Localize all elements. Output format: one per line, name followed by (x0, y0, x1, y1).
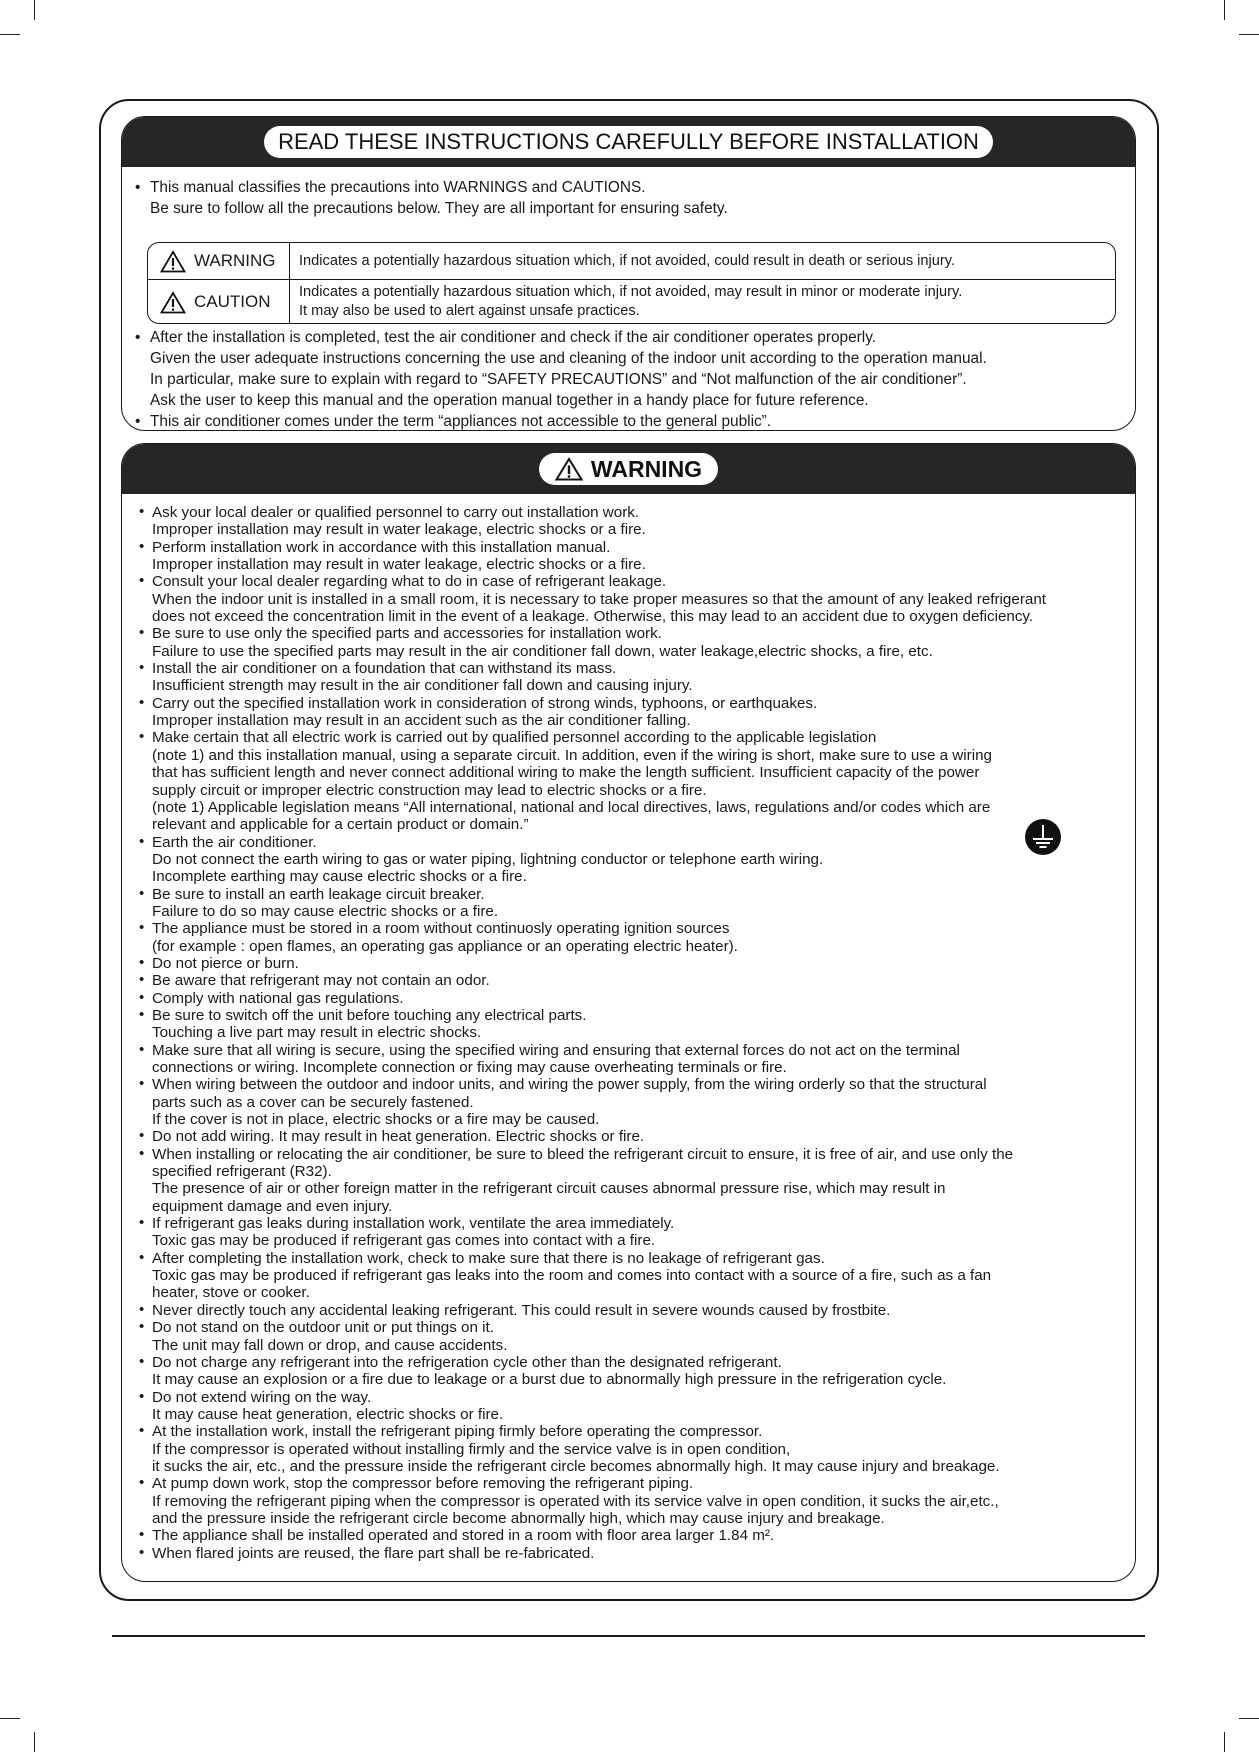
bullet-icon: • (139, 728, 145, 746)
warning-line-text: At the installation work, install the refrigerant piping firmly before operating the compressor. (152, 1423, 763, 1441)
warning-line-text: (note 1) Applicable legislation means “All international, national and local directives, laws, regulations and/or codes which are (152, 798, 991, 816)
warning-line (138, 1163, 1131, 1180)
crop-mark (1239, 1718, 1259, 1719)
warning-line (138, 521, 1131, 538)
warning-line (138, 504, 1131, 521)
warning-line-text: Be sure to install an earth leakage circuit breaker. (152, 885, 485, 903)
crop-mark (34, 0, 35, 20)
warning-line-text: If the cover is not in place, electric shocks or a fire may be caused. (152, 1111, 600, 1129)
warning-line (138, 920, 1131, 937)
warning-line-text: Perform installation work in accordance with this installation manual. (152, 538, 611, 556)
bullet-icon: • (139, 988, 145, 1006)
warning-line-text: Touching a live part may result in electric shocks. (152, 1024, 482, 1042)
bullet-icon: • (139, 1040, 145, 1058)
warning-list (138, 504, 1131, 1562)
warning-line-text: Toxic gas may be produced if refrigerant gas leaks into the room and comes into contact with a source of a fire, such as a fan (152, 1267, 992, 1285)
warning-line-text: Be aware that refrigerant may not contain an odor. (152, 972, 490, 990)
warning-line-text: Do not connect the earth wiring to gas or water piping, lightning conductor or telephone earth wiring. (152, 850, 824, 868)
warning-line-text: Comply with national gas regulations. (152, 989, 404, 1007)
bullet-icon: • (135, 329, 141, 346)
bullet-icon: • (139, 1422, 145, 1440)
bullet-icon: • (139, 1005, 145, 1023)
bullet-icon: • (139, 1387, 145, 1405)
warning-line-text: Make certain that all electric work is carried out by qualified personnel according to the applicable legislation (152, 729, 877, 747)
bullet-icon: • (139, 659, 145, 677)
instructions-header (122, 117, 1135, 167)
bullet-icon: • (139, 1214, 145, 1232)
warning-triangle-icon (160, 250, 186, 273)
warning-line (138, 1076, 1131, 1093)
warning-line-text: Be sure to switch off the unit before touching any electrical parts. (152, 1006, 587, 1024)
bullet-icon: • (139, 1318, 145, 1336)
warning-line (138, 1284, 1131, 1301)
warning-line (138, 729, 1131, 746)
warning-line-text: Toxic gas may be produced if refrigerant gas comes into contact with a fire. (152, 1232, 656, 1250)
warning-line (138, 1146, 1131, 1163)
warning-line (138, 1059, 1131, 1076)
warning-line-text: Incomplete earthing may cause electric shocks or a fire. (152, 868, 527, 886)
bottom-rule (112, 1635, 1145, 1637)
warning-line (138, 1215, 1131, 1232)
warning-line-text: After completing the installation work, check to make sure that there is no leakage of refrigerant gas. (152, 1249, 825, 1267)
warning-panel (121, 443, 1136, 1582)
warning-line-text: Do not add wiring. It may result in heat generation. Electric shocks or fire. (152, 1128, 645, 1146)
warning-line-text: parts such as a cover can be securely fastened. (152, 1093, 474, 1111)
warning-line-text: When installing or relocating the air conditioner, be sure to bleed the refrigerant circuit to ensure, it is free of air, and use only the (152, 1145, 1014, 1163)
warning-line (138, 972, 1131, 989)
warning-line (138, 955, 1131, 972)
warning-line (138, 1267, 1131, 1284)
warning-line (138, 1007, 1131, 1024)
warning-line (138, 1337, 1131, 1354)
warning-triangle-icon (555, 457, 583, 481)
warning-line-text: If removing the refrigerant piping when the compressor is operated with its service valve in open condition, it sucks the air,etc., (152, 1492, 999, 1510)
bullet-icon: • (139, 537, 145, 555)
bullet-icon: • (139, 1543, 145, 1561)
legend-warning-label-cell (148, 243, 290, 279)
warning-line (138, 1094, 1131, 1111)
warning-line-text: When the indoor unit is installed in a small room, it is necessary to take proper measures so that the amount of any leaked refrigerant (152, 590, 1046, 608)
warning-line-text: The appliance must be stored in a room without continuosly operating ignition sources (152, 920, 730, 938)
bullet-icon: • (139, 953, 145, 971)
warning-line-text: Improper installation may result in an accident such as the air conditioner falling. (152, 712, 691, 730)
crop-mark (0, 1718, 20, 1719)
legend-caution-label: CAUTION (194, 292, 271, 311)
warning-line-text: supply circuit or improper electric construction may lead to electric shocks or a fire. (152, 781, 707, 799)
warning-line-text: Make sure that all wiring is secure, using the specified wiring and ensuring that external forces do not act on the terminal (152, 1041, 960, 1059)
bullet-icon: • (139, 1526, 145, 1544)
legend-warning-text: Indicates a potentially hazardous situation which, if not avoided, could result in death or serious injury. (299, 252, 956, 269)
warning-line (138, 1475, 1131, 1492)
legend-row-caution (148, 280, 1115, 324)
warning-line-text: Consult your local dealer regarding what to do in case of refrigerant leakage. (152, 573, 667, 591)
warning-line (138, 1198, 1131, 1215)
bullet-icon: • (139, 1352, 145, 1370)
bullet-icon: • (139, 919, 145, 937)
bullet-icon: • (139, 1248, 145, 1266)
warning-line (138, 1111, 1131, 1128)
legend-caution-label-cell (148, 280, 290, 324)
warning-line-text: Earth the air conditioner. (152, 833, 317, 851)
warning-line (138, 643, 1131, 660)
warning-line (138, 868, 1131, 885)
bullet-icon: • (135, 179, 141, 196)
warning-line (138, 886, 1131, 903)
crop-mark (1239, 34, 1259, 35)
bullet-icon: • (139, 1127, 145, 1145)
intro-text (134, 177, 1127, 219)
warning-line-text: that has sufficient length and never connect additional wiring to make the length sufficient. Insufficient capacity of the power (152, 764, 980, 782)
warning-line-text: Do not extend wiring on the way. (152, 1388, 372, 1406)
after-line-text: Given the user adequate instructions concerning the use and cleaning of the indoor unit according to the operation manual. (150, 350, 987, 367)
warning-line-text: Do not charge any refrigerant into the refrigeration cycle other than the designated refrigerant. (152, 1353, 782, 1371)
warning-line (138, 1545, 1131, 1562)
warning-line (138, 903, 1131, 920)
warning-line (138, 764, 1131, 781)
after-line (134, 348, 987, 369)
warning-line-text: It may cause an explosion or a fire due to leakage or a burst due to abnormally high pressure in the refrigeration cycle. (152, 1371, 947, 1389)
bullet-icon: • (139, 1300, 145, 1318)
bullet-icon: • (139, 1075, 145, 1093)
warning-line-text: When wiring between the outdoor and indoor units, and wiring the power supply, from the wiring orderly so that the structural (152, 1076, 987, 1094)
warning-line (138, 938, 1131, 955)
warning-line-text: Do not stand on the outdoor unit or put things on it. (152, 1319, 494, 1337)
warning-line (138, 573, 1131, 590)
warning-line-text: Be sure to use only the specified parts and accessories for installation work. (152, 625, 662, 643)
crop-mark (0, 34, 20, 35)
instructions-title: READ THESE INSTRUCTIONS CAREFULLY BEFORE INSTALLATION (264, 126, 993, 158)
warning-line (138, 695, 1131, 712)
warning-line (138, 556, 1131, 573)
warning-line (138, 1180, 1131, 1197)
warning-line-text: Failure to use the specified parts may result in the air conditioner fall down, water leakage,electric shocks, a fire, etc. (152, 642, 933, 660)
legend-table (147, 242, 1116, 324)
warning-line (138, 816, 1131, 833)
warning-line-text: Never directly touch any accidental leaking refrigerant. This could result in severe wounds caused by frostbite. (152, 1301, 891, 1319)
warning-line-text: and the pressure inside the refrigerant circle become abnormally high, which may cause injury and breakage. (152, 1509, 885, 1527)
intro-line-text: Be sure to follow all the precautions below. They are all important for ensuring safety. (150, 200, 728, 217)
warning-line (138, 625, 1131, 642)
bullet-icon: • (139, 693, 145, 711)
warning-line-text: equipment damage and even injury. (152, 1197, 393, 1215)
bullet-icon: • (139, 624, 145, 642)
warning-line (138, 1302, 1131, 1319)
bullet-icon: • (139, 1144, 145, 1162)
bullet-icon: • (139, 572, 145, 590)
bullet-icon: • (135, 413, 141, 430)
intro-line-text: This manual classifies the precautions into WARNINGS and CAUTIONS. (150, 179, 646, 196)
instructions-panel (121, 116, 1136, 431)
intro-line (134, 198, 1127, 219)
warning-line (138, 1510, 1131, 1527)
warning-line-text: (note 1) and this installation manual, using a separate circuit. In addition, even if the wiring is short, make sure to use a wiring (152, 746, 992, 764)
warning-line-text: The unit may fall down or drop, and cause accidents. (152, 1336, 508, 1354)
warning-line (138, 712, 1131, 729)
warning-line-text: (for example : open flames, an operating gas appliance or an operating electric heater). (152, 937, 738, 955)
legend-caution-text-2: It may also be used to alert against unsafe practices. (299, 303, 640, 319)
warning-line (138, 591, 1131, 608)
warning-line (138, 677, 1131, 694)
earth-ground-icon (1024, 818, 1062, 856)
warning-line-text: Failure to do so may cause electric shocks or a fire. (152, 902, 499, 920)
warning-line-text: Improper installation may result in water leakage, electric shocks or a fire. (152, 521, 646, 539)
after-installation-text (134, 327, 987, 431)
warning-line (138, 1458, 1131, 1475)
after-line (134, 390, 987, 411)
warning-line-text: It may cause heat generation, electric shocks or fire. (152, 1405, 504, 1423)
warning-line-text: connections or wiring. Incomplete connection or fixing may cause overheating terminals or fire. (152, 1059, 787, 1076)
warning-title: WARNING (590, 456, 703, 482)
caution-triangle-icon (160, 291, 186, 314)
legend-warning-label: WARNING (194, 251, 276, 270)
warning-line (138, 782, 1131, 799)
bullet-icon: • (139, 884, 145, 902)
after-line-text: In particular, make sure to explain with regard to “SAFETY PRECAUTIONS” and “Not malfunction of the air conditioner”. (150, 371, 967, 388)
after-line-text: Ask the user to keep this manual and the operation manual together in a handy place for future reference. (150, 392, 869, 409)
warning-line-text: If the compressor is operated without installing firmly and the service valve is in open condition, (152, 1440, 791, 1458)
warning-line-text: heater, stove or cooker. (152, 1284, 310, 1302)
warning-line-text: relevant and applicable for a certain product or domain.” (152, 816, 529, 834)
warning-line-text: Ask your local dealer or qualified personnel to carry out installation work. (152, 504, 640, 521)
warning-line (138, 1232, 1131, 1249)
warning-line-text: it sucks the air, etc., and the pressure inside the refrigerant circle becomes abnormally high. It may cause injury and breakage. (152, 1457, 1000, 1475)
warning-line-text: Install the air conditioner on a foundation that can withstand its mass. (152, 660, 617, 678)
after-line-text: This air conditioner comes under the term “appliances not accessible to the general public”. (150, 413, 772, 430)
warning-line (138, 1128, 1131, 1145)
warning-line-text: When flared joints are reused, the flare part shall be re-fabricated. (152, 1544, 595, 1562)
warning-line (138, 660, 1131, 677)
bullet-icon: • (139, 1474, 145, 1492)
warning-line-text: The appliance shall be installed operated and stored in a room with floor area larger 1.84 m². (152, 1527, 775, 1545)
warning-line-text: Do not pierce or burn. (152, 954, 299, 972)
legend-row-warning (148, 243, 1115, 280)
warning-line-text: Carry out the specified installation work in consideration of strong winds, typhoons, or earthquakes. (152, 694, 818, 712)
warning-header (122, 444, 1135, 494)
warning-line (138, 799, 1131, 816)
warning-line-text: Insufficient strength may result in the air conditioner fall down and causing injury. (152, 677, 693, 695)
bullet-icon: • (139, 971, 145, 989)
warning-line-text: If refrigerant gas leaks during installation work, ventilate the area immediately. (152, 1215, 675, 1233)
warning-line (138, 1319, 1131, 1336)
legend-caution-text-1: Indicates a potentially hazardous situation which, if not avoided, may result in minor or moderate injury. (299, 284, 963, 300)
warning-line (138, 1389, 1131, 1406)
warning-line-text: Improper installation may result in water leakage, electric shocks or a fire. (152, 556, 646, 574)
warning-line (138, 1493, 1131, 1510)
warning-line (138, 1371, 1131, 1388)
warning-line (138, 1406, 1131, 1423)
warning-line (138, 747, 1131, 764)
warning-line (138, 1527, 1131, 1544)
warning-line (138, 851, 1131, 868)
warning-line (138, 1024, 1131, 1041)
warning-line-text: At pump down work, stop the compressor before removing the refrigerant piping. (152, 1475, 694, 1493)
after-line (134, 369, 987, 390)
warning-line (138, 990, 1131, 1007)
warning-line (138, 1042, 1131, 1059)
legend-warning-description (290, 243, 955, 279)
warning-line (138, 1423, 1131, 1440)
crop-mark (1224, 0, 1225, 20)
warning-line (138, 539, 1131, 556)
warning-line (138, 1441, 1131, 1458)
after-line (134, 327, 987, 348)
legend-caution-description (290, 280, 962, 324)
crop-mark (1224, 1732, 1225, 1752)
warning-title-pill (539, 453, 718, 485)
intro-line (134, 177, 1127, 198)
bullet-icon: • (139, 832, 145, 850)
after-line (134, 411, 987, 431)
crop-mark (34, 1732, 35, 1752)
warning-line-text: The presence of air or other foreign matter in the refrigerant circuit causes abnormal pressure rise, which may result in (152, 1180, 946, 1198)
warning-line (138, 834, 1131, 851)
warning-line (138, 608, 1131, 625)
warning-line-text: specified refrigerant (R32). (152, 1163, 332, 1181)
warning-line-text: does not exceed the concentration limit in the event of a leakage. Otherwise, this may lead to an accident due to oxygen deficiency. (152, 608, 1034, 626)
after-line-text: After the installation is completed, test the air conditioner and check if the air conditioner operates properly. (150, 329, 877, 346)
warning-line (138, 1354, 1131, 1371)
bullet-icon: • (139, 503, 145, 520)
warning-line (138, 1250, 1131, 1267)
